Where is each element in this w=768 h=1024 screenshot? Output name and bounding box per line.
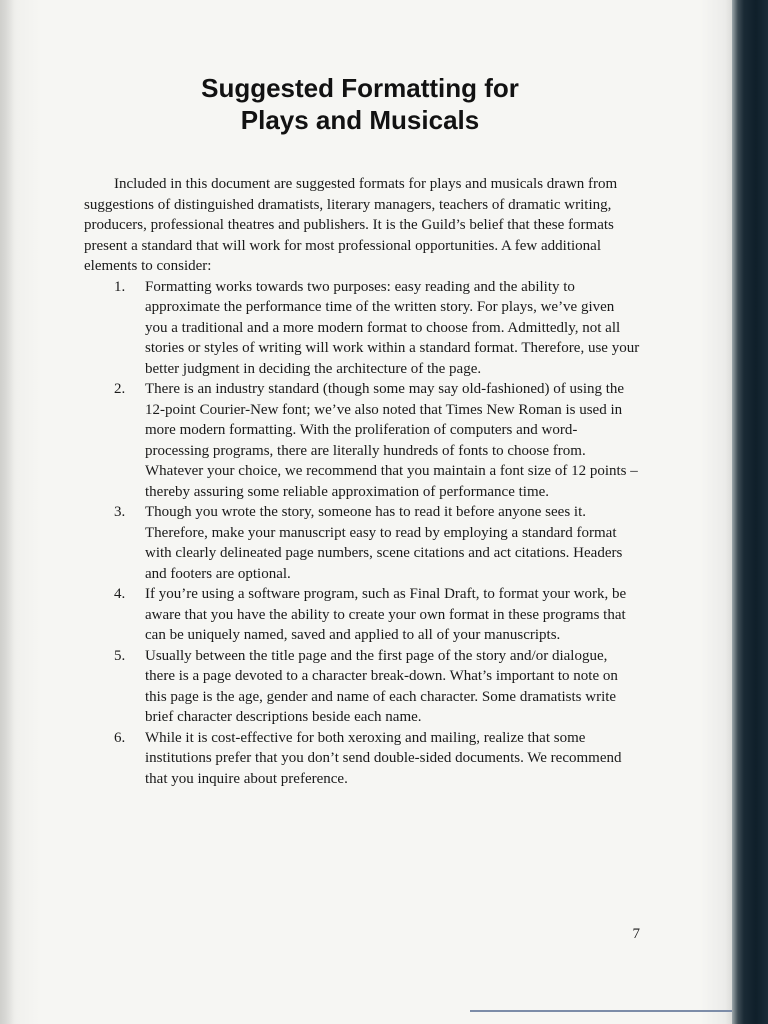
- list-item-text: If you’re using a software program, such as Final Draft, to format your work, be aware that you have the ability to create your own format in these programs that can be uniquely named, saved and applied to all of your manuscripts.: [145, 586, 627, 643]
- list-item-number: 5.: [114, 647, 126, 664]
- page-title: [100, 72, 620, 136]
- list-item-text: Usually between the title page and the first page of the story and/or dialogue, there is a page devoted to a character break-down. What’s important to note on this page is the age, gender and name of each character. Some dramatists write brief character descriptions beside each name.: [145, 647, 618, 725]
- list-item-number: 1.: [114, 278, 126, 295]
- list-item: [84, 646, 640, 728]
- list-item-number: 2.: [114, 381, 126, 397]
- page-number: 7: [632, 926, 640, 942]
- list-item-number: 4.: [114, 586, 126, 602]
- intro-paragraph: Included in this document are suggested formats for plays and musicals drawn from suggestions of distinguished dramatists, literary managers, teachers of dramatic writing, producers, professional theatres and publishers. It is the Guild’s belief that these formats present a standard that will work for most professional opportunities. A few additional elements to consider:: [84, 176, 618, 274]
- list-item-text: There is an industry standard (though some may say old-fashioned) of using the 12-point Courier-New font; we’ve also noted that Times New Roman is used in more modern formatting. With the proliferation of computers and word-processing programs, there are literally hundreds of fonts to choose from. Whatever your choice, we recommend that you maintain a font size of 12 points – thereby assuring some reliable approximation of performance time.: [145, 381, 638, 500]
- body-content: [84, 174, 640, 789]
- list-item: [84, 584, 640, 646]
- page-edge-line: [470, 1010, 732, 1012]
- list-item-number: 3.: [114, 504, 126, 520]
- list-item-text: Formatting works towards two purposes: easy reading and the ability to approximate the performance time of the written story. For plays, we’ve given you a traditional and a more modern format to choose from. Admittedly, not all stories or styles of writing will work within a standard format. Therefore, use your better judgment in deciding the architecture of the page.: [145, 278, 640, 377]
- list-item: [84, 728, 640, 790]
- book-spine: [732, 0, 768, 1024]
- list-item-text: While it is cost-effective for both xeroxing and mailing, realize that some institutions prefer that you don’t send double-sided documents. We recommend that you inquire about preference.: [145, 729, 622, 787]
- list-item-text: Though you wrote the story, someone has to read it before anyone sees it. Therefore, make your manuscript easy to read by employing a standard format with clearly delineated page numbers, scene citations and act citations. Headers and footers are optional.: [145, 504, 623, 582]
- title-line-1: Suggested Formatting for: [201, 73, 519, 103]
- page-gutter-shadow: [0, 0, 14, 1024]
- considerations-list: [84, 277, 640, 790]
- list-item: [84, 502, 640, 584]
- list-item-number: 6.: [114, 729, 126, 746]
- list-item: [84, 379, 640, 502]
- list-item: [84, 277, 640, 380]
- title-line-2: Plays and Musicals: [240, 105, 480, 135]
